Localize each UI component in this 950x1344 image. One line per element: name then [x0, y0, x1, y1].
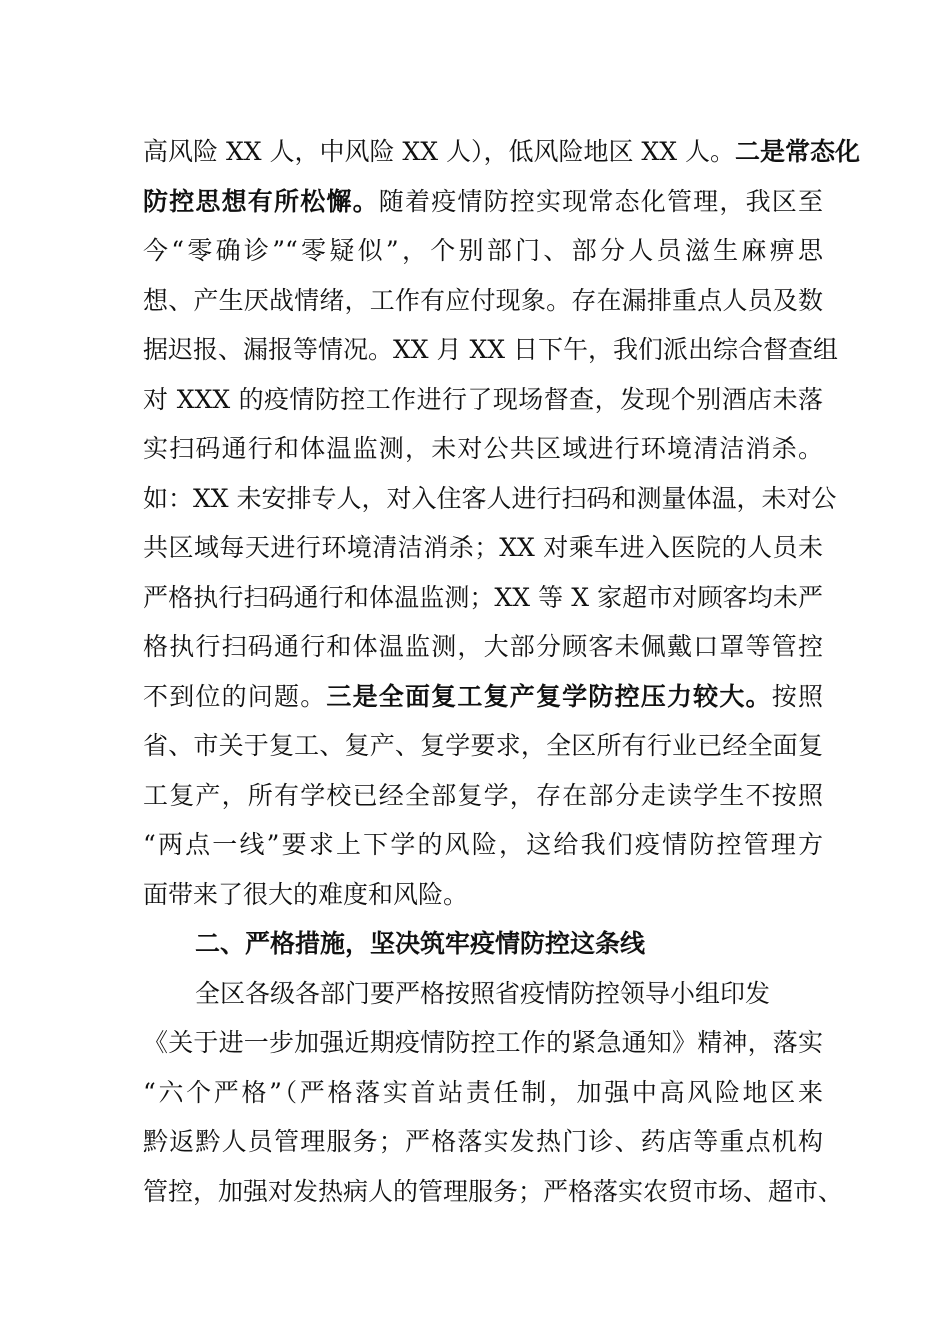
text-run: 格执行扫码通行和体温监测，大部分顾客未佩戴口罩等管控 [143, 632, 823, 661]
text-run: 按照 [771, 681, 823, 711]
text-line [143, 523, 823, 573]
text-run: 对 XXX 的疫情防控工作进行了现场督查，发现个别酒店未落 [143, 384, 823, 414]
text-run: 共区域每天进行环境清洁消杀；XX 对乘车进入医院的人员未 [143, 533, 823, 562]
text-run: 如：XX 未安排专人，对入住客人进行扫码和测量体温，未对公 [143, 483, 837, 513]
text-line: “六个严格”（严格落实首站责任制，加强中高风险地区来 [143, 1077, 823, 1107]
text-line: 黔返黔人员管理服务；严格落实发热门诊、药店等重点机构 [143, 1127, 823, 1156]
text-line [143, 375, 823, 425]
bold-run: 二是常态化 [734, 137, 860, 166]
text-run: 实扫码通行和体温监测，未对公共区域进行环境清洁消杀。 [143, 434, 823, 463]
text-line [143, 474, 837, 524]
text-line [143, 573, 823, 623]
text-run: 据迟报、漏报等情况。XX 月 XX 日下午，我们派出综合督查组 [143, 335, 839, 364]
text-line: 全区各级各部门要严格按照省疫情防控领导小组印发 [195, 978, 771, 1008]
text-run: 面带来了很大的难度和风险。 [143, 879, 469, 909]
text-run: 省、市关于复工、复产、复学要求，全区所有行业已经全面复 [143, 731, 823, 760]
document-body [143, 127, 860, 1216]
text-run: 高风险 XX 人，中风险 XX 人），低风险地区 XX 人。 [143, 137, 735, 166]
text-line: 管控，加强对发热病人的管理服务；严格落实农贸市场、超市、 [143, 1176, 844, 1206]
text-line [143, 721, 823, 771]
text-line [143, 276, 823, 326]
text-run: “两点一线”要求上下学的风险，这给我们疫情防控管理方 [143, 830, 823, 859]
text-line [143, 870, 823, 920]
text-run: 随着疫情防控实现常态化管理，我区至 [378, 186, 823, 216]
text-run: 今“零确诊”“零疑似”，个别部门、部分人员滋生麻痹思 [143, 236, 823, 265]
text-line [143, 672, 823, 722]
paragraph-measures [143, 969, 844, 1217]
bold-run: 防控思想有所松懈。 [143, 186, 379, 216]
text-line [143, 127, 860, 177]
text-run: 严格执行扫码通行和体温监测；XX 等 X 家超市对顾客均未严 [143, 582, 823, 612]
text-line [143, 424, 823, 474]
paragraph-situation [143, 127, 860, 919]
text-line [143, 226, 823, 276]
text-line [143, 820, 823, 870]
text-line: 《关于进一步加强近期疫情防控工作的紧急通知》精神，落实 [143, 1028, 823, 1057]
text-run: 不到位的问题。 [143, 681, 327, 711]
section-heading-2: 二、严格措施，坚决筑牢疫情防控这条线 [195, 929, 646, 958]
text-line [143, 177, 823, 227]
text-run: 想、产生厌战情绪，工作有应付现象。存在漏排重点人员及数 [143, 285, 823, 315]
bold-run: 三是全面复工复产复学防控压力较大。 [326, 681, 772, 711]
text-line [143, 771, 823, 821]
text-line [143, 325, 839, 375]
text-line [143, 622, 823, 672]
text-run: 工复产，所有学校已经全部复学，存在部分走读学生不按照 [143, 780, 823, 810]
